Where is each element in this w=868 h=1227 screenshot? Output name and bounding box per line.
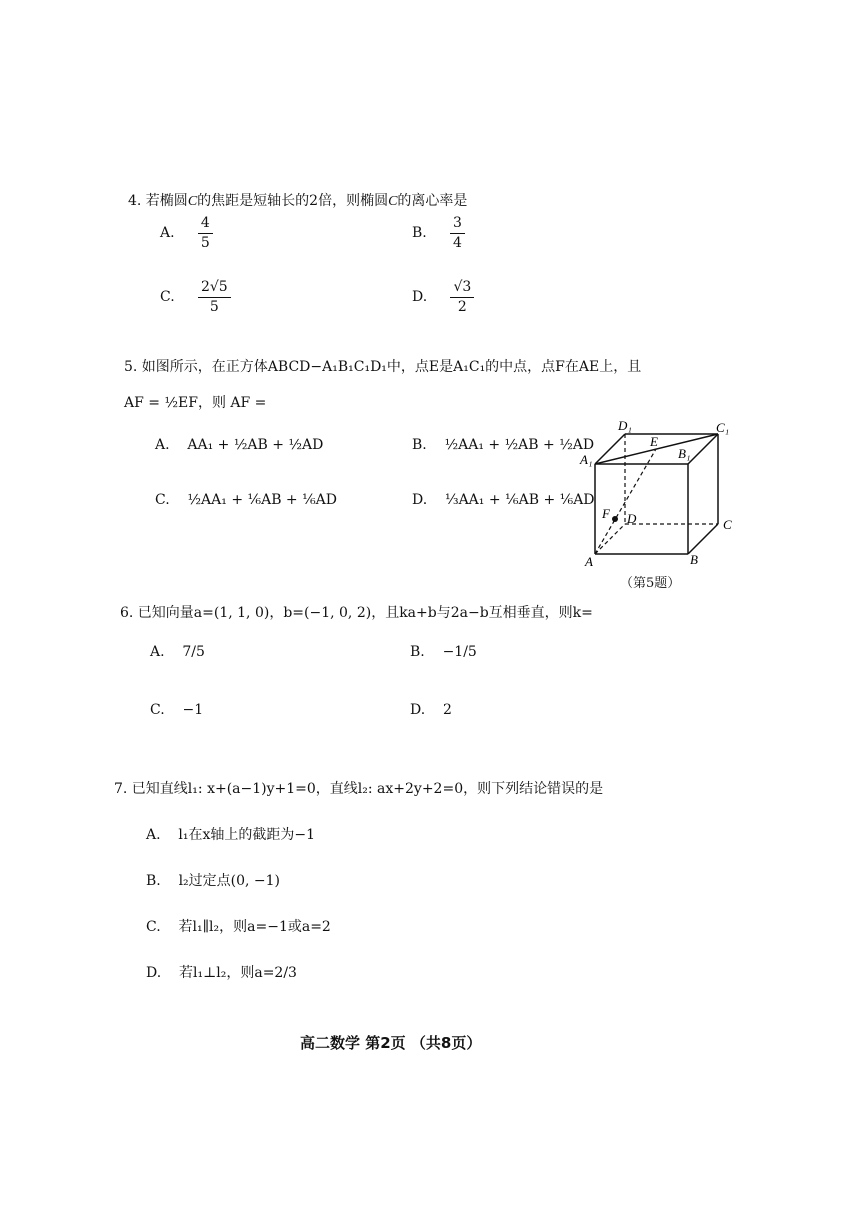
label-b1: B₁ [678, 446, 691, 461]
label-e: E [650, 434, 658, 449]
q4-stem: 4. 若椭圆C的焦距是短轴长的2倍，则椭圆C的离心率是 [128, 193, 468, 209]
label-b: B [690, 552, 698, 567]
q7-option-b: B. l₂过定点(0, −1) [146, 873, 281, 889]
q5-stem-line1: 5. 如图所示，在正方体ABCD−A₁B₁C₁D₁中，点E是A₁C₁的中点，点F在AE上，且 [124, 359, 642, 375]
figure-caption: （第5题） [620, 576, 681, 591]
q5-option-d: D. ⅓AA₁ + ⅙AB + ⅙AD [412, 492, 595, 508]
page-footer: 高二数学 第2页 （共8页） [300, 1034, 482, 1052]
q7-option-a: A. l₁在x轴上的截距为−1 [146, 827, 315, 843]
q4-option-d: D. $\frac{√3}{2}$ [412, 280, 475, 314]
q7-option-c: C. 若l₁∥l₂，则a=−1或a=2 [146, 919, 331, 935]
label-a: A [585, 554, 593, 569]
q5-stem-line2: AF = ½EF，则 AF = [124, 395, 267, 411]
q6-stem: 6. 已知向量a=(1, 1, 0)，b=(−1, 0, 2)，且ka+b与2a−b互相垂直，则k= [120, 605, 593, 621]
q7-stem: 7. 已知直线l₁: x+(a−1)y+1=0，直线l₂: ax+2y+2=0，则下列结论错误的是 [114, 781, 604, 797]
label-c1: C₁ [716, 420, 730, 435]
q5-option-c: C. ½AA₁ + ⅙AB + ⅙AD [155, 492, 338, 508]
label-f: F [602, 506, 610, 521]
q4-option-c: C. $\frac{2√5}{5}$ [160, 280, 232, 314]
label-c: C [723, 517, 732, 532]
label-d: D [627, 511, 637, 526]
q6-option-c: C. −1 [150, 702, 204, 718]
q6-option-a: A. 7/5 [150, 644, 205, 660]
q6-option-b: B. −1/5 [410, 644, 477, 660]
label-a1: A₁ [580, 452, 593, 467]
label-d1: D₁ [618, 418, 632, 433]
cube-figure [570, 412, 750, 592]
q6-option-d: D. 2 [410, 702, 452, 718]
q4-option-b: B. $\frac{3}{4}$ [412, 216, 466, 250]
q4-option-a: A. $\frac{4}{5}$ [160, 216, 214, 250]
q5-option-a: A. AA₁ + ½AB + ½AD [155, 437, 324, 453]
q7-option-d: D. 若l₁⊥l₂，则a=2/3 [146, 965, 297, 981]
q5-option-b: B. ½AA₁ + ½AB + ½AD [412, 437, 595, 453]
